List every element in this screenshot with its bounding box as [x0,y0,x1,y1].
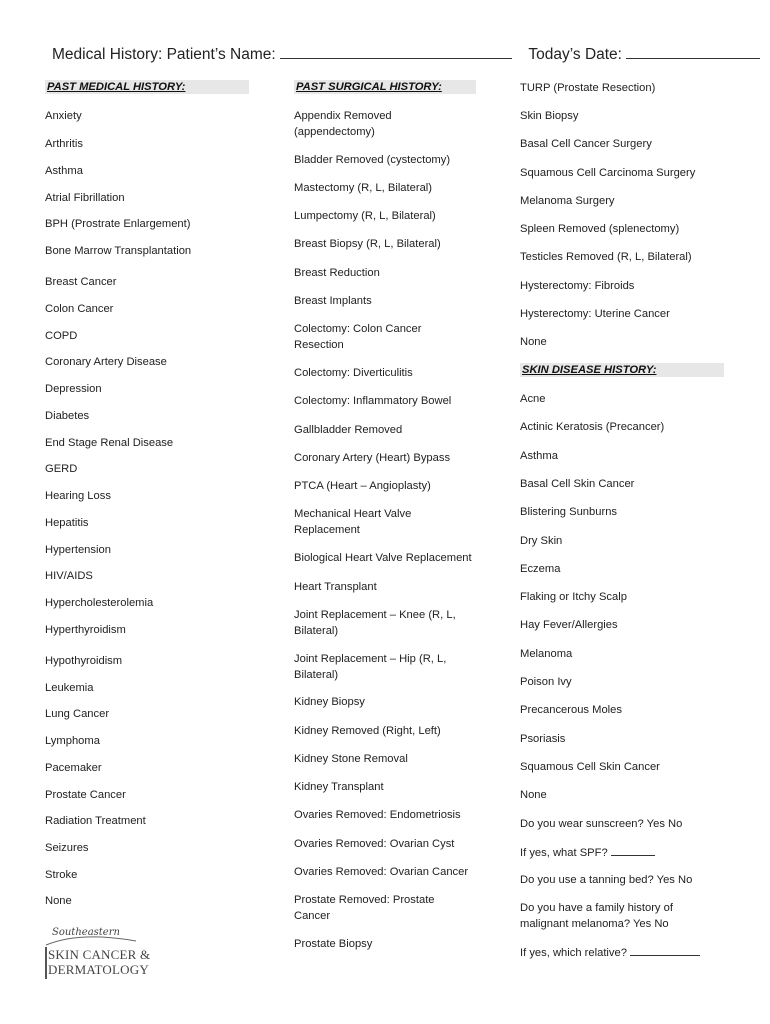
surgical-history-item[interactable]: Kidney Transplant [294,781,384,793]
surgical-history-item[interactable]: Mastectomy (R, L, Bilateral) [294,182,433,194]
surgical-history-item[interactable]: Replacement [294,524,360,536]
skin-disease-item[interactable]: Dry Skin [520,535,563,547]
surgical-history-item[interactable]: Basal Cell Cancer Surgery [520,138,652,150]
medical-history-item[interactable]: Hypothyroidism [45,655,123,667]
todays-date-label: Today’s Date: [528,46,622,63]
surgical-history-item[interactable]: Hysterectomy: Fibroids [520,280,635,292]
surgical-history-item[interactable]: Appendix Removed [294,110,392,122]
skin-disease-item[interactable]: Squamous Cell Skin Cancer [520,761,660,773]
medical-history-item[interactable]: Seizures [45,842,89,854]
medical-history-item[interactable]: Coronary Artery Disease [45,356,167,368]
medical-history-item[interactable]: Depression [45,383,102,395]
medical-history-item[interactable]: GERD [45,463,78,475]
medical-history-item[interactable]: Bone Marrow Transplantation [45,245,192,257]
medical-history-item[interactable]: HIV/AIDS [45,570,93,582]
skin-disease-item[interactable]: Blistering Sunburns [520,506,618,518]
surgical-history-item[interactable]: Bladder Removed (cystectomy) [294,154,451,166]
relative-question-label: If yes, which relative? [520,947,627,959]
medical-history-item[interactable]: Hyperthyroidism [45,624,126,636]
surgical-history-item[interactable]: Colectomy: Inflammatory Bowel [294,395,452,407]
sunscreen-question: Do you wear sunscreen? Yes No [520,818,683,830]
surgical-history-item[interactable]: Resection [294,339,344,351]
logo-script-text: Southeastern [52,927,120,938]
surgical-history-item[interactable]: Ovaries Removed: Endometriosis [294,809,461,821]
spf-question [520,845,655,862]
surgical-history-item[interactable]: Ovaries Removed: Ovarian Cancer [294,866,469,878]
skin-disease-item[interactable]: Melanoma [520,648,573,660]
skin-disease-item[interactable]: Asthma [520,450,558,462]
medical-history-item[interactable]: Anxiety [45,110,82,122]
medical-history-item[interactable]: None [45,895,72,907]
surgical-history-item[interactable]: Breast Reduction [294,267,380,279]
medical-history-item[interactable]: Asthma [45,165,83,177]
medical-history-item[interactable]: Lung Cancer [45,708,110,720]
surgical-history-item[interactable]: Bilateral) [294,625,339,637]
surgical-history-item[interactable]: PTCA (Heart – Angioplasty) [294,480,431,492]
surgical-history-item[interactable]: Hysterectomy: Uterine Cancer [520,308,670,320]
medical-history-item[interactable]: BPH (Prostrate Enlargement) [45,218,191,230]
medical-history-item[interactable]: Stroke [45,869,78,881]
surgical-history-item[interactable]: Cancer [294,910,331,922]
medical-history-item[interactable]: Lymphoma [45,735,100,747]
past-medical-history-heading: PAST MEDICAL HISTORY: [45,80,249,94]
surgical-history-item[interactable]: Kidney Removed (Right, Left) [294,725,441,737]
medical-history-item[interactable]: Pacemaker [45,762,102,774]
surgical-history-item[interactable]: Colectomy: Diverticulitis [294,367,413,379]
surgical-history-item[interactable]: Joint Replacement – Knee (R, L, [294,609,456,621]
surgical-history-item[interactable]: Testicles Removed (R, L, Bilateral) [520,251,692,263]
skin-disease-item[interactable]: Basal Cell Skin Cancer [520,478,635,490]
family-history-question-line2: malignant melanoma? Yes No [520,918,669,930]
spf-field[interactable] [611,845,655,856]
skin-disease-item[interactable]: Psoriasis [520,733,566,745]
surgical-history-item[interactable]: Coronary Artery (Heart) Bypass [294,452,451,464]
medical-history-item[interactable]: Radiation Treatment [45,815,146,827]
skin-disease-item[interactable]: Acne [520,393,546,405]
family-history-question-line1: Do you have a family history of [520,902,673,914]
surgical-history-item[interactable]: Lumpectomy (R, L, Bilateral) [294,210,436,222]
skin-disease-item[interactable]: Actinic Keratosis (Precancer) [520,421,665,433]
medical-history-item[interactable]: Hepatitis [45,517,89,529]
skin-disease-item[interactable]: Eczema [520,563,561,575]
surgical-history-item[interactable]: Breast Biopsy (R, L, Bilateral) [294,238,441,250]
skin-disease-item[interactable]: None [520,789,547,801]
surgical-history-item[interactable]: Skin Biopsy [520,110,579,122]
surgical-history-item[interactable]: Prostate Removed: Prostate [294,894,435,906]
surgical-history-item[interactable]: Breast Implants [294,295,372,307]
medical-history-item[interactable]: Colon Cancer [45,303,114,315]
surgical-history-item[interactable]: TURP (Prostate Resection) [520,82,656,94]
skin-disease-item[interactable]: Hay Fever/Allergies [520,619,618,631]
skin-disease-history-heading: SKIN DISEASE HISTORY: [520,363,724,377]
clinic-logo [40,927,150,982]
medical-history-item[interactable]: Breast Cancer [45,276,117,288]
surgical-history-item[interactable]: Mechanical Heart Valve [294,508,412,520]
relative-question [520,945,700,962]
surgical-history-item[interactable]: (appendectomy) [294,126,375,138]
surgical-history-item[interactable]: Melanoma Surgery [520,195,615,207]
surgical-history-item[interactable]: Spleen Removed (splenectomy) [520,223,680,235]
medical-history-item[interactable]: Atrial Fibrillation [45,192,125,204]
form-header [52,44,760,64]
surgical-history-item[interactable]: Bilateral) [294,669,339,681]
skin-disease-item[interactable]: Poison Ivy [520,676,572,688]
skin-disease-item[interactable]: Precancerous Moles [520,704,622,716]
medical-history-item[interactable]: Hypercholesterolemia [45,597,154,609]
medical-history-label: Medical History: [52,46,163,63]
medical-history-item[interactable]: Hearing Loss [45,490,111,502]
patient-name-label: Patient’s Name: [166,46,276,63]
surgical-history-item[interactable]: Ovaries Removed: Ovarian Cyst [294,838,455,850]
spf-question-label: If yes, what SPF? [520,847,608,859]
surgical-history-item[interactable]: Colectomy: Colon Cancer [294,323,422,335]
medical-history-item[interactable]: Leukemia [45,682,94,694]
surgical-history-item[interactable]: Heart Transplant [294,581,377,593]
tanning-bed-question: Do you use a tanning bed? Yes No [520,874,693,886]
todays-date-field[interactable] [626,44,760,59]
surgical-history-item[interactable]: None [520,336,547,348]
medical-history-item[interactable]: Hypertension [45,544,111,556]
logo-line2: DERMATOLOGY [48,962,149,977]
surgical-history-item[interactable]: Biological Heart Valve Replacement [294,552,472,564]
surgical-history-item[interactable]: Gallbladder Removed [294,424,403,436]
surgical-history-item[interactable]: Kidney Stone Removal [294,753,408,765]
relative-field[interactable] [630,945,700,956]
surgical-history-item[interactable]: Squamous Cell Carcinoma Surgery [520,167,696,179]
patient-name-field[interactable] [280,44,512,59]
surgical-history-item[interactable]: Joint Replacement – Hip (R, L, [294,653,447,665]
medical-history-item[interactable]: COPD [45,330,78,342]
medical-history-item[interactable]: Arthritis [45,138,83,150]
medical-history-item[interactable]: End Stage Renal Disease [45,437,174,449]
medical-history-item[interactable]: Prostate Cancer [45,789,126,801]
skin-disease-item[interactable]: Flaking or Itchy Scalp [520,591,627,603]
logo-line1: SKIN CANCER & [48,947,151,962]
past-surgical-history-heading: PAST SURGICAL HISTORY: [294,80,476,94]
medical-history-item[interactable]: Diabetes [45,410,90,422]
surgical-history-item[interactable]: Prostate Biopsy [294,938,373,950]
surgical-history-item[interactable]: Kidney Biopsy [294,696,365,708]
